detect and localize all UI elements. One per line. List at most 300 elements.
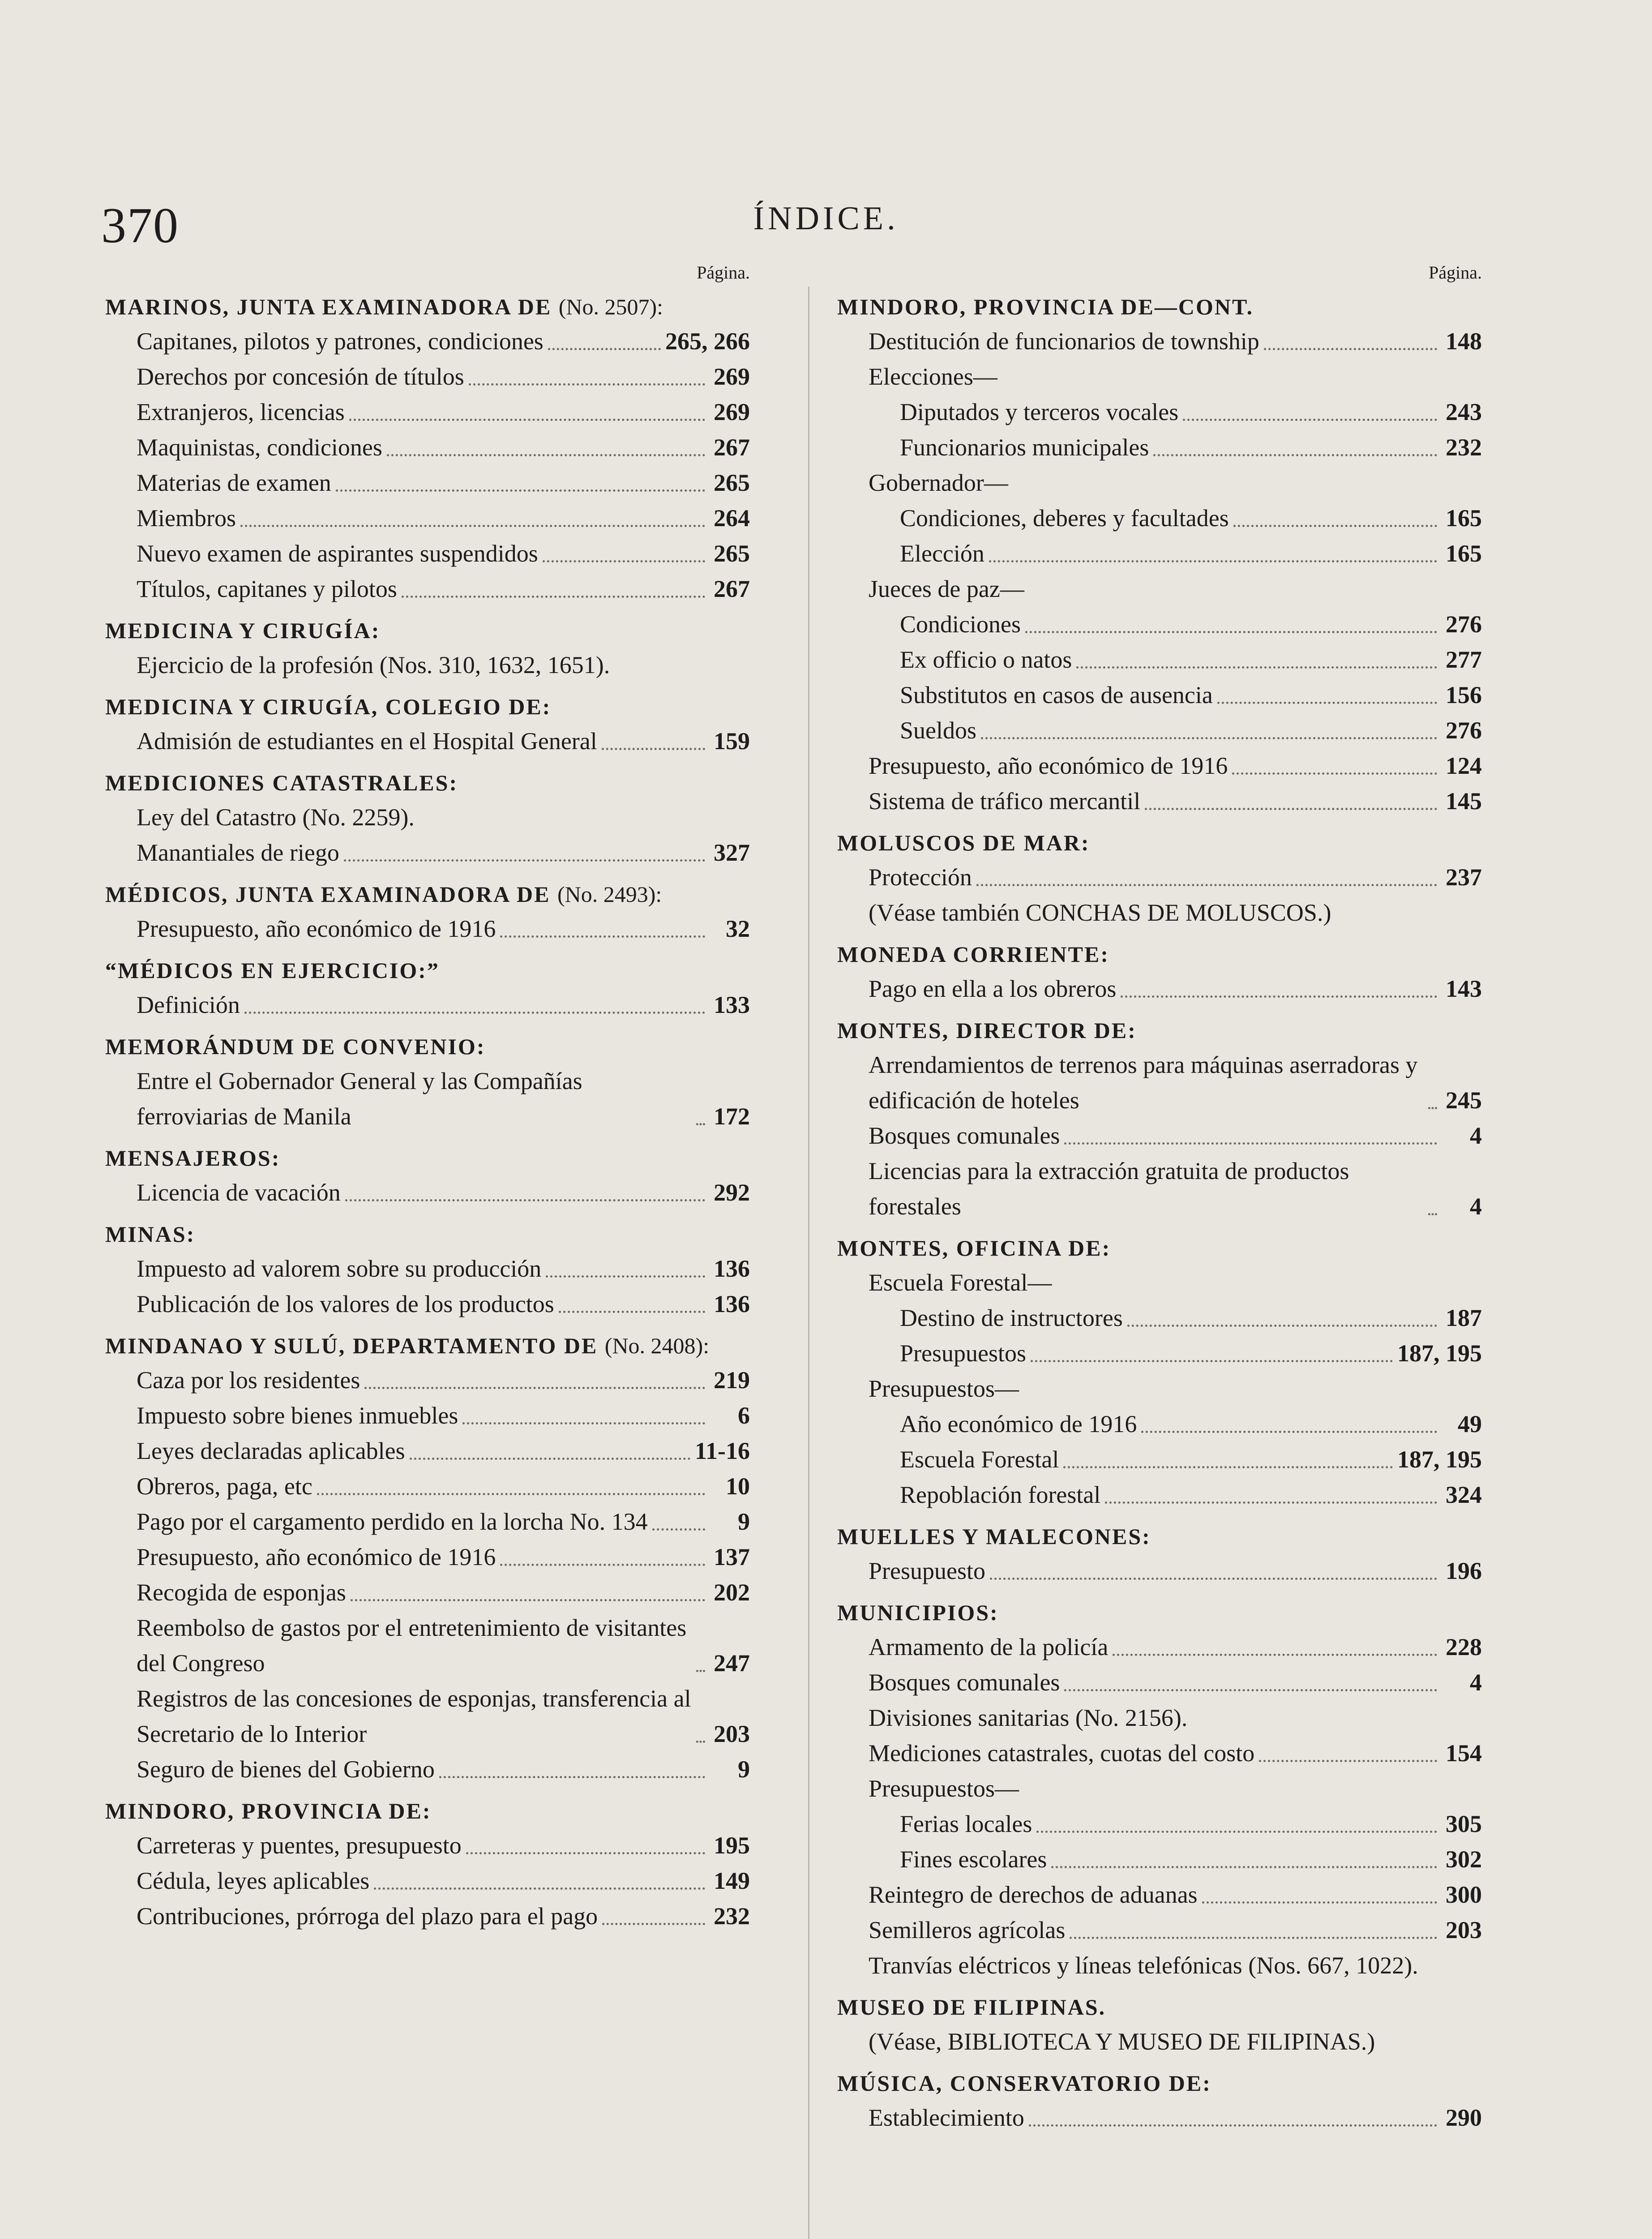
dot-leader	[602, 748, 705, 750]
row-text: Presupuestos—	[869, 1775, 1019, 1802]
index-row	[105, 571, 750, 607]
heading-text: “MÉDICOS EN EJERCICIO:”	[105, 958, 440, 983]
row-text: Año económico de 1916	[900, 1411, 1137, 1437]
pagina-label: Página.	[1429, 262, 1482, 283]
row-text: Derechos por concesión de títulos	[137, 363, 464, 390]
dot-leader	[989, 560, 1437, 562]
entry-heading	[837, 826, 1482, 860]
row-text: Condiciones, deberes y facultades	[900, 505, 1229, 532]
row-text: Ferias locales	[900, 1810, 1032, 1837]
row-text: Repoblación forestal	[900, 1481, 1101, 1508]
entry-heading	[105, 290, 750, 324]
row-text: Licencias para la extracción gratuita de productos forestales	[869, 1158, 1349, 1220]
index-row	[837, 430, 1482, 465]
index-entry	[837, 1231, 1482, 1513]
index-entry	[105, 690, 750, 759]
heading-text: MONTES, DIRECTOR DE:	[837, 1018, 1137, 1043]
row-text: Ex officio o natos	[900, 646, 1072, 673]
dot-leader	[439, 1776, 705, 1778]
row-text: Capitanes, pilotos y patrones, condiciones	[137, 328, 544, 355]
index-row	[105, 1575, 750, 1610]
dot-leader	[1141, 1431, 1437, 1433]
page-ref: 9	[738, 1508, 750, 1535]
row-text: Escuela Forestal	[900, 1446, 1059, 1473]
page-ref: 154	[1446, 1740, 1482, 1767]
dot-leader	[336, 489, 705, 492]
dot-leader	[1036, 1831, 1437, 1833]
dot-leader	[351, 1599, 705, 1601]
entry-heading	[105, 690, 750, 724]
page-ref: 324	[1446, 1481, 1482, 1508]
index-row	[837, 678, 1482, 713]
row-text: Ejercicio de la profesión (Nos. 310, 1632, 1651).	[137, 652, 610, 678]
row-text: Carreteras y puentes, presupuesto	[137, 1832, 462, 1859]
index-row	[837, 1665, 1482, 1700]
row-text: Materias de examen	[137, 469, 331, 496]
row-text: Admisión de estudiantes en el Hospital General	[137, 728, 597, 755]
dot-leader	[1233, 525, 1437, 527]
page-ref: 195	[714, 1832, 750, 1859]
dot-leader	[1105, 1501, 1437, 1504]
heading-text: MINAS:	[105, 1222, 196, 1247]
index-row	[105, 1610, 750, 1681]
page-ref: 305	[1446, 1810, 1482, 1837]
index-entry	[105, 1141, 750, 1210]
row-text: Gobernador—	[869, 469, 1008, 496]
index-row	[105, 1899, 750, 1934]
row-text: Cédula, leyes aplicables	[137, 1867, 370, 1894]
page-ref: 267	[714, 575, 750, 602]
dot-leader	[652, 1528, 705, 1531]
row-text: Escuela Forestal—	[869, 1269, 1052, 1296]
page-ref: 165	[1446, 505, 1482, 532]
index-row	[837, 1553, 1482, 1589]
heading-text: MINDORO, PROVINCIA DE—CONT.	[837, 294, 1254, 319]
dot-leader	[500, 1564, 705, 1566]
dot-leader	[990, 1578, 1437, 1580]
row-text: Pago por el cargamento perdido en la lorcha No. 134	[137, 1508, 648, 1535]
dot-leader	[344, 859, 705, 862]
index-row	[105, 501, 750, 536]
page-ref: 232	[1446, 434, 1482, 461]
index-row	[105, 430, 750, 465]
dot-leader	[1153, 454, 1437, 456]
dot-leader	[374, 1887, 705, 1890]
index-entry	[105, 1329, 750, 1787]
row-text: Destitución de funcionarios de township	[869, 328, 1259, 355]
row-text: Fines escolares	[900, 1846, 1047, 1873]
row-text: Presupuestos—	[869, 1375, 1019, 1402]
page-ref: 9	[738, 1756, 750, 1783]
row-text: Nuevo examen de aspirantes suspendidos	[137, 540, 538, 567]
dot-leader	[1202, 1901, 1437, 1904]
row-text: Semilleros agrícolas	[869, 1917, 1066, 1943]
dot-leader	[1031, 1360, 1393, 1362]
dot-leader	[1064, 1142, 1437, 1145]
dot-leader	[364, 1387, 705, 1389]
row-text: Maquinistas, condiciones	[137, 434, 382, 461]
index-entry	[837, 1014, 1482, 1224]
dot-leader	[976, 884, 1437, 886]
row-text: (Véase también CONCHAS DE MOLUSCOS.)	[869, 899, 1331, 926]
page-ref: 265	[714, 469, 750, 496]
index-entry	[105, 614, 750, 683]
page-ref: 136	[714, 1291, 750, 1317]
dot-leader	[1145, 808, 1437, 810]
page-ref: 187	[1446, 1304, 1482, 1331]
index-row	[105, 724, 750, 759]
heading-tail: (No. 2493):	[557, 882, 662, 907]
page-ref: 247	[714, 1650, 750, 1677]
dot-leader	[546, 1275, 705, 1278]
index-row	[105, 1752, 750, 1787]
entry-heading	[837, 2067, 1482, 2100]
index-row	[837, 1736, 1482, 1771]
row-text: Condiciones	[900, 611, 1021, 638]
dot-leader	[1264, 348, 1437, 350]
index-row	[837, 536, 1482, 571]
dot-leader	[696, 1670, 705, 1672]
heading-text: MEMORÁNDUM DE CONVENIO:	[105, 1034, 486, 1059]
page-ref: 203	[1446, 1917, 1482, 1943]
index-row	[105, 911, 750, 947]
page-ref: 232	[714, 1903, 750, 1930]
index-entry	[837, 2067, 1482, 2136]
row-text: Reintegro de derechos de aduanas	[869, 1881, 1198, 1908]
index-entry	[105, 954, 750, 1023]
dot-leader	[1428, 1213, 1437, 1215]
dot-leader	[345, 1199, 705, 1201]
index-row	[837, 607, 1482, 642]
page-ref: 137	[714, 1544, 750, 1570]
page-ref: 277	[1446, 646, 1482, 673]
index-row	[105, 1363, 750, 1398]
page-ref: 292	[714, 1179, 750, 1206]
index-row	[837, 748, 1482, 784]
index-row	[837, 1336, 1482, 1371]
index-row	[837, 1407, 1482, 1442]
row-text: Registros de las concesiones de esponjas, transferencia al Secretario de lo Interior	[137, 1685, 691, 1747]
heading-text: MEDICIONES CATASTRALES:	[105, 770, 458, 795]
dot-leader	[602, 1923, 705, 1925]
page-ref: 265	[714, 540, 750, 567]
page-ref: 202	[714, 1579, 750, 1606]
index-entry	[837, 938, 1482, 1007]
row-text: Arrendamientos de terrenos para máquinas aserradoras y edificación de hoteles	[869, 1051, 1418, 1114]
dot-leader	[1217, 702, 1437, 704]
heading-text: MOLUSCOS DE MAR:	[837, 830, 1090, 855]
index-row	[837, 1948, 1482, 1983]
page-ref: 149	[714, 1867, 750, 1894]
entry-heading	[105, 954, 750, 987]
entry-heading	[837, 1520, 1482, 1553]
index-row	[837, 1118, 1482, 1154]
index-row	[837, 1877, 1482, 1913]
index-row	[837, 784, 1482, 819]
index-column-right	[837, 262, 1482, 2137]
entry-heading	[105, 1218, 750, 1251]
page-ref: 4	[1470, 1669, 1482, 1696]
index-row	[837, 1806, 1482, 1842]
page-ref: 124	[1446, 752, 1482, 779]
heading-text: MUNICIPIOS:	[837, 1600, 999, 1625]
entry-heading	[837, 1990, 1482, 2024]
dot-leader	[317, 1493, 705, 1495]
index-row	[105, 465, 750, 501]
index-entry	[105, 290, 750, 607]
row-text: Presupuesto	[869, 1557, 985, 1584]
heading-text: MINDORO, PROVINCIA DE:	[105, 1798, 432, 1823]
column-divider	[808, 287, 809, 2239]
page-ref: 187, 195	[1397, 1446, 1482, 1473]
row-text: Obreros, paga, etc	[137, 1473, 312, 1500]
running-title: ÍNDICE.	[753, 200, 899, 237]
dot-leader	[466, 1852, 705, 1854]
index-row	[837, 1154, 1482, 1224]
index-row	[105, 536, 750, 571]
index-row	[837, 501, 1482, 536]
page-ref: 136	[714, 1255, 750, 1282]
dot-leader	[1025, 631, 1437, 633]
page-ref: 300	[1446, 1881, 1482, 1908]
dot-leader	[462, 1422, 705, 1424]
row-text: Bosques comunales	[869, 1122, 1060, 1149]
row-text: Substitutos en casos de ausencia	[900, 682, 1213, 708]
row-text: Diputados y terceros vocales	[900, 399, 1179, 425]
index-row	[837, 860, 1482, 895]
dot-leader	[696, 1123, 705, 1125]
heading-text: MUSEO DE FILIPINAS.	[837, 1995, 1106, 2020]
row-text: Leyes declaradas aplicables	[137, 1437, 405, 1464]
index-row	[837, 2024, 1482, 2059]
row-text: Presupuesto, año económico de 1916	[869, 752, 1228, 779]
dot-leader	[387, 454, 705, 456]
index-row	[837, 465, 1482, 501]
row-text: Ley del Catastro (No. 2259).	[137, 804, 415, 831]
row-text: Tranvías eléctricos y líneas telefónicas (Nos. 667, 1022).	[869, 1952, 1418, 1979]
row-text: Establecimiento	[869, 2104, 1024, 2131]
index-row	[837, 1047, 1482, 1118]
row-text: Entre el Gobernador General y las Compañías ferroviarias de Manila	[137, 1068, 582, 1130]
index-row	[837, 1771, 1482, 1806]
entry-heading	[837, 1231, 1482, 1265]
row-text: Licencia de vacación	[137, 1179, 341, 1206]
dot-leader	[469, 383, 705, 386]
dot-leader	[1070, 1937, 1437, 1939]
page-ref: 290	[1446, 2104, 1482, 2131]
entry-heading	[837, 290, 1482, 324]
index-row	[837, 324, 1482, 359]
dot-leader	[1064, 1689, 1437, 1691]
dot-leader	[559, 1311, 705, 1313]
entry-heading	[837, 1596, 1482, 1630]
row-text: Seguro de bienes del Gobierno	[137, 1756, 435, 1783]
heading-text: MEDICINA Y CIRUGÍA, COLEGIO DE:	[105, 694, 552, 719]
heading-text: MARINOS, JUNTA EXAMINADORA DE	[105, 294, 552, 319]
index-row	[837, 713, 1482, 748]
entry-heading	[105, 1030, 750, 1064]
heading-text: MENSAJEROS:	[105, 1145, 281, 1171]
row-text: Manantiales de riego	[137, 839, 339, 866]
row-text: Contribuciones, prórroga del plazo para el pago	[137, 1903, 598, 1930]
page-ref: 159	[714, 728, 750, 755]
page-ref: 219	[714, 1367, 750, 1394]
index-row	[105, 1681, 750, 1752]
page-number: 370	[101, 198, 179, 253]
index-row	[837, 395, 1482, 430]
heading-text: MUELLES Y MALECONES:	[837, 1524, 1151, 1549]
page-ref: 165	[1446, 540, 1482, 567]
dot-leader	[981, 737, 1437, 739]
index-row	[105, 648, 750, 683]
dot-leader	[1076, 666, 1437, 669]
row-text: Elección	[900, 540, 984, 567]
page-ref: 172	[714, 1103, 750, 1130]
heading-text: MÉDICOS, JUNTA EXAMINADORA DE	[105, 882, 551, 907]
index-row	[105, 324, 750, 359]
page-ref: 4	[1470, 1122, 1482, 1149]
row-text: (Véase, BIBLIOTECA Y MUSEO DE FILIPINAS.)	[869, 2028, 1375, 2055]
index-row	[837, 1630, 1482, 1665]
index-row	[837, 1477, 1482, 1513]
row-text: Sueldos	[900, 717, 977, 744]
index-column-left	[105, 262, 750, 1936]
page-ref: 269	[714, 363, 750, 390]
index-row	[105, 1287, 750, 1322]
page-ref: 49	[1458, 1411, 1482, 1437]
index-entry	[105, 766, 750, 871]
entry-heading	[105, 878, 750, 911]
row-text: Publicación de los valores de los productos	[137, 1291, 554, 1317]
index-entry	[105, 878, 750, 947]
dot-leader	[410, 1458, 690, 1460]
row-text: Impuesto ad valorem sobre su producción	[137, 1255, 542, 1282]
page-ref: 32	[726, 915, 750, 942]
heading-text: MONTES, OFICINA DE:	[837, 1235, 1111, 1261]
row-text: Sistema de tráfico mercantil	[869, 788, 1141, 815]
page-ref: 145	[1446, 788, 1482, 815]
index-row	[837, 571, 1482, 607]
index-row	[837, 1913, 1482, 1948]
page-ref: 196	[1446, 1557, 1482, 1584]
row-text: Impuesto sobre bienes inmuebles	[137, 1402, 458, 1429]
entry-heading	[105, 766, 750, 800]
dot-leader	[1063, 1466, 1393, 1468]
heading-tail: (No. 2408):	[604, 1333, 710, 1358]
dot-leader	[548, 348, 661, 350]
row-text: Jueces de paz—	[869, 575, 1024, 602]
index-row	[105, 1398, 750, 1433]
index-row	[105, 835, 750, 871]
page-ref: 237	[1446, 864, 1482, 891]
index-entry	[837, 1520, 1482, 1589]
row-text: Presupuestos	[900, 1340, 1026, 1367]
index-entry	[837, 826, 1482, 931]
index-entry	[105, 1030, 750, 1134]
page-ref: 4	[1470, 1193, 1482, 1220]
dot-leader	[696, 1741, 705, 1743]
index-row	[837, 1300, 1482, 1336]
dot-leader	[1428, 1107, 1437, 1109]
entry-heading	[105, 1329, 750, 1363]
index-row	[837, 1442, 1482, 1477]
row-text: Presupuesto, año económico de 1916	[137, 1544, 496, 1570]
row-text: Títulos, capitanes y pilotos	[137, 575, 397, 602]
index-row	[105, 1433, 750, 1469]
dot-leader	[1029, 2124, 1437, 2127]
index-row	[837, 1265, 1482, 1300]
dot-leader	[543, 560, 705, 562]
row-text: Extranjeros, licencias	[137, 399, 345, 425]
heading-tail: (No. 2507):	[558, 294, 663, 319]
dot-leader	[1259, 1760, 1437, 1762]
index-row	[837, 359, 1482, 395]
page-ref: 269	[714, 399, 750, 425]
page-ref: 327	[714, 839, 750, 866]
page-ref: 10	[726, 1473, 750, 1500]
index-row	[837, 1700, 1482, 1736]
row-text: Mediciones catastrales, cuotas del costo	[869, 1740, 1255, 1767]
row-text: Reembolso de gastos por el entretenimiento de visitantes del Congreso	[137, 1614, 687, 1677]
entry-heading	[105, 1794, 750, 1828]
dot-leader	[402, 596, 705, 598]
page-ref: 11-16	[694, 1437, 750, 1464]
index-row	[105, 395, 750, 430]
index-row	[105, 1540, 750, 1575]
index-entry	[105, 1794, 750, 1934]
index-row	[105, 987, 750, 1023]
index-entry	[837, 1596, 1482, 1983]
dot-leader	[1127, 1325, 1437, 1327]
row-text: Bosques comunales	[869, 1669, 1060, 1696]
page-ref: 143	[1446, 975, 1482, 1002]
page-ref: 276	[1446, 717, 1482, 744]
index-row	[837, 971, 1482, 1007]
page-ref: 243	[1446, 399, 1482, 425]
index-row	[837, 1842, 1482, 1877]
page-ref: 228	[1446, 1634, 1482, 1660]
row-text: Divisiones sanitarias (No. 2156).	[869, 1704, 1188, 1731]
index-row	[105, 1863, 750, 1899]
entry-heading	[837, 1014, 1482, 1047]
page-ref: 264	[714, 505, 750, 532]
page-ref: 6	[738, 1402, 750, 1429]
row-text: Caza por los residentes	[137, 1367, 360, 1394]
page-ref: 302	[1446, 1846, 1482, 1873]
row-text: Protección	[869, 864, 972, 891]
index-row	[105, 1064, 750, 1134]
index-row	[837, 2100, 1482, 2136]
page-ref: 265, 266	[665, 328, 750, 355]
row-text: Armamento de la policía	[869, 1634, 1108, 1660]
page-ref: 203	[714, 1720, 750, 1747]
index-row	[837, 642, 1482, 678]
row-text: Funcionarios municipales	[900, 434, 1149, 461]
page-ref: 276	[1446, 611, 1482, 638]
dot-leader	[244, 1012, 705, 1014]
dot-leader	[1051, 1866, 1437, 1868]
entry-heading	[837, 938, 1482, 971]
dot-leader	[1113, 1654, 1437, 1656]
page-ref: 267	[714, 434, 750, 461]
row-text: Recogida de esponjas	[137, 1579, 346, 1606]
dot-leader	[1121, 995, 1437, 998]
heading-text: MONEDA CORRIENTE:	[837, 942, 1109, 967]
page-ref: 187, 195	[1397, 1340, 1482, 1367]
index-entry	[837, 290, 1482, 819]
page-ref: 156	[1446, 682, 1482, 708]
heading-text: MÚSICA, CONSERVATORIO DE:	[837, 2071, 1211, 2096]
